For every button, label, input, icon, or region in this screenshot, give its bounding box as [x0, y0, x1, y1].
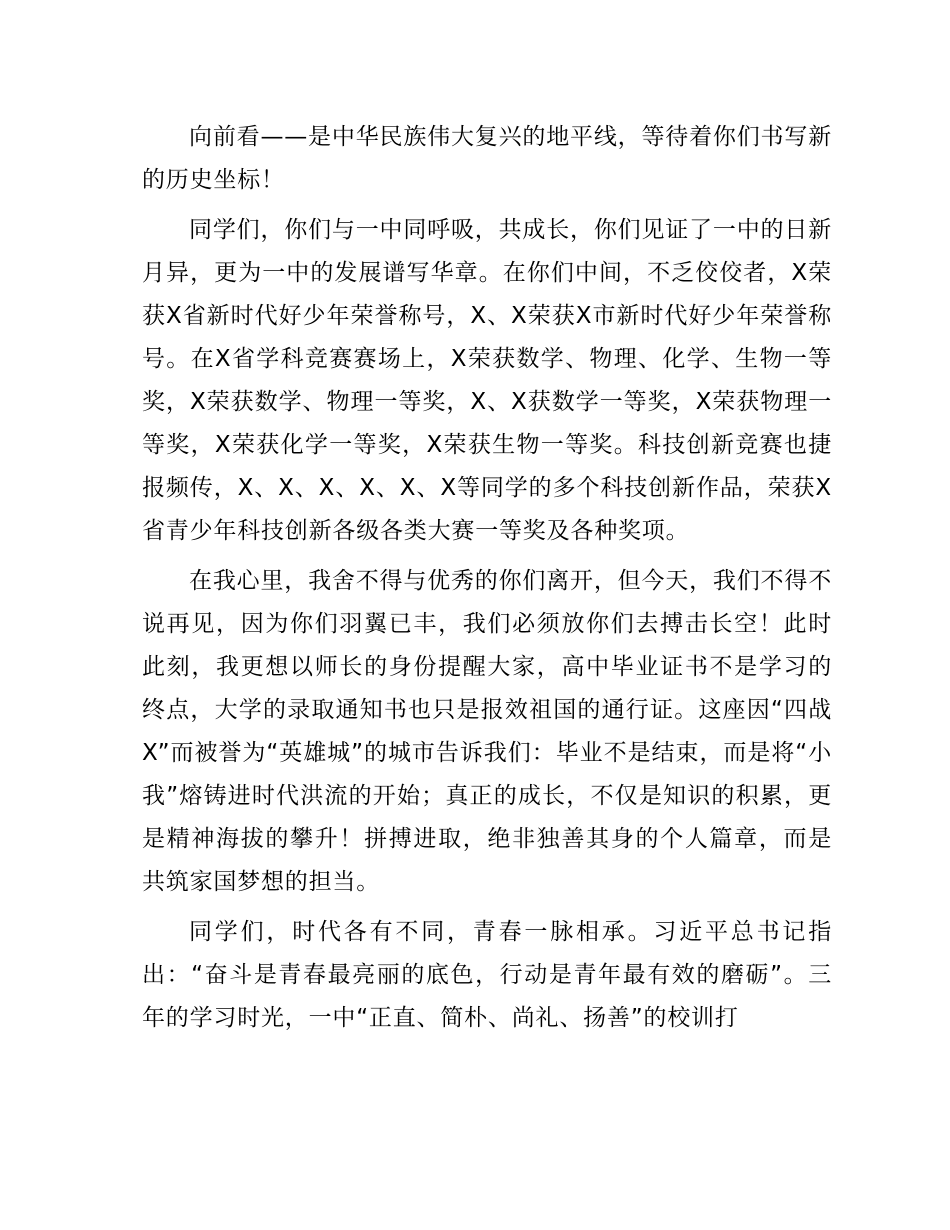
- paragraph-looking-forward: 向前看——是中华民族伟大复兴的地平线，等待着你们书写新的历史坐标！: [142, 124, 832, 193]
- paragraph-student-achievements: 同学们，你们与一中同呼吸，共成长，你们见证了一中的日新月异，更为一中的发展谱写华章。在你们中间，不乏佼佼者，X荣获X省新时代好少年荣誉称号，X、X荣获X市新时代好少年荣誉称号。在X省学科竞赛赛场上，X荣获数学、物理、化学、生物一等奖，X荣获数学、物理一等奖，X、X获数学一等奖，X荣获物理一等奖，X荣获化学一等奖，X荣获生物一等奖。科技创新竞赛也捷报频传，X、X、X、X、X、X等同学的多个科技创新作品，荣获X省青少年科技创新各级各类大赛一等奖及各种奖项。: [142, 217, 832, 544]
- paragraph-farewell: 在我心里，我舍不得与优秀的你们离开，但今天，我们不得不说再见，因为你们羽翼已丰，我们必须放你们去搏击长空！此时此刻，我更想以师长的身份提醒大家，高中毕业证书不是学习的终点，大学的录取通知书也只是报效祖国的通行证。这座因“四战X”而被誉为“英雄城”的城市告诉我们：毕业不是结束，而是将“小我”熔铸进时代洪流的开始；真正的成长，不仅是知识的积累，更是精神海拔的攀升！拼搏进取，绝非独善其身的个人篇章，而是共筑家国梦想的担当。: [142, 568, 832, 895]
- document-body: [142, 116, 832, 1047]
- paragraph-youth-legacy: 同学们，时代各有不同，青春一脉相承。习近平总书记指出：“奋斗是青春最亮丽的底色，行动是青年最有效的磨砺”。三年的学习时光，一中“正直、简朴、尚礼、扬善”的校训打: [142, 919, 832, 1031]
